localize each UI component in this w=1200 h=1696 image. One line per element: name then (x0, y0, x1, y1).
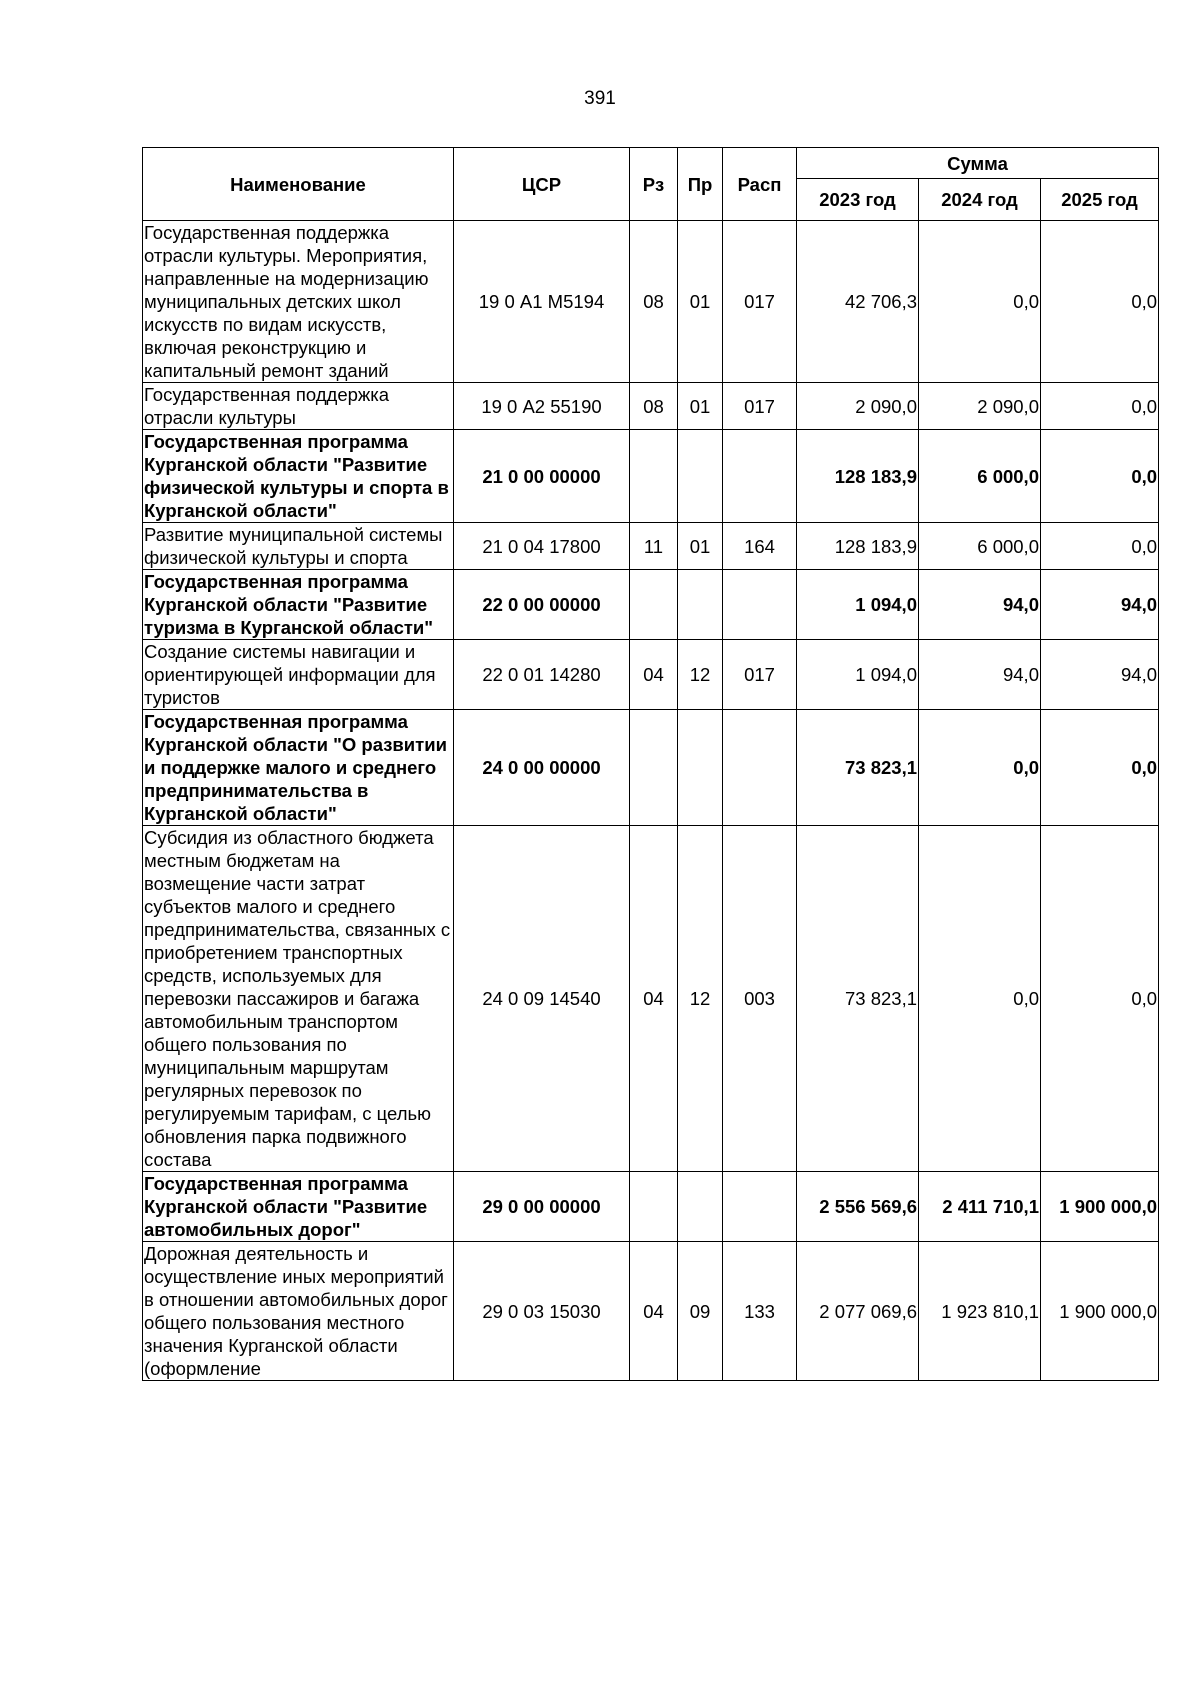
header-sum: Сумма (797, 148, 1159, 179)
row-sum-2024: 6 000,0 (919, 523, 1041, 570)
row-rasp (723, 430, 797, 523)
row-name: Создание системы навигации и ориентирующей информации для туристов (143, 640, 454, 710)
row-csr: 19 0 А2 55190 (454, 383, 630, 430)
row-sum-2023: 128 183,9 (797, 523, 919, 570)
header-year-2024: 2024 год (919, 179, 1041, 221)
row-sum-2023: 2 090,0 (797, 383, 919, 430)
row-csr: 29 0 00 00000 (454, 1172, 630, 1242)
row-name: Государственная программа Курганской области "Развитие физической культуры и спорта в Курганской области" (143, 430, 454, 523)
row-sum-2024: 0,0 (919, 221, 1041, 383)
row-sum-2023: 73 823,1 (797, 826, 919, 1172)
row-pr: 12 (678, 640, 723, 710)
row-name: Государственная программа Курганской области "О развитии и поддержке малого и среднего предпринимательства в Курганской области" (143, 710, 454, 826)
table-row-program (143, 430, 1159, 523)
row-sum-2023: 42 706,3 (797, 221, 919, 383)
row-sum-2023: 1 094,0 (797, 570, 919, 640)
row-name: Субсидия из областного бюджета местным бюджетам на возмещение части затрат субъектов малого и среднего предпринимательства, связанных с приобретением транспортных средств, используемых для перевозки пассажиров и багажа автомобильным транспортом общего пользования по муниципальным маршрутам регулярных перевозок по регулируемым тарифам, с целью обновления парка подвижного состава (143, 826, 454, 1172)
row-pr (678, 430, 723, 523)
row-csr: 21 0 04 17800 (454, 523, 630, 570)
header-rasp: Расп (723, 148, 797, 221)
table-row (143, 826, 1159, 1172)
row-sum-2025: 0,0 (1041, 383, 1159, 430)
row-sum-2025: 0,0 (1041, 826, 1159, 1172)
row-rz (630, 430, 678, 523)
header-name: Наименование (143, 148, 454, 221)
row-csr: 24 0 00 00000 (454, 710, 630, 826)
row-sum-2025: 1 900 000,0 (1041, 1242, 1159, 1381)
row-sum-2023: 128 183,9 (797, 430, 919, 523)
row-rasp: 017 (723, 640, 797, 710)
row-rasp: 133 (723, 1242, 797, 1381)
row-rz: 08 (630, 221, 678, 383)
row-rasp: 003 (723, 826, 797, 1172)
row-name: Государственная программа Курганской области "Развитие автомобильных дорог" (143, 1172, 454, 1242)
row-rz: 08 (630, 383, 678, 430)
row-pr: 01 (678, 221, 723, 383)
row-sum-2023: 2 556 569,6 (797, 1172, 919, 1242)
row-csr: 22 0 00 00000 (454, 570, 630, 640)
row-pr: 01 (678, 523, 723, 570)
table-row-program (143, 570, 1159, 640)
row-pr: 09 (678, 1242, 723, 1381)
row-rz (630, 1172, 678, 1242)
row-rasp (723, 1172, 797, 1242)
row-pr: 12 (678, 826, 723, 1172)
row-sum-2024: 2 090,0 (919, 383, 1041, 430)
table-row-program (143, 710, 1159, 826)
header-csr: ЦСР (454, 148, 630, 221)
row-pr (678, 570, 723, 640)
row-csr: 29 0 03 15030 (454, 1242, 630, 1381)
row-rz (630, 710, 678, 826)
row-sum-2025: 94,0 (1041, 640, 1159, 710)
row-rz (630, 570, 678, 640)
row-pr: 01 (678, 383, 723, 430)
row-rasp: 017 (723, 221, 797, 383)
table-row-program (143, 1172, 1159, 1242)
row-sum-2025: 1 900 000,0 (1041, 1172, 1159, 1242)
row-rasp (723, 710, 797, 826)
header-rz: Рз (630, 148, 678, 221)
row-name: Государственная поддержка отрасли культуры. Мероприятия, направленные на модернизацию муниципальных детских школ искусств по видам искусств, включая реконструкцию и капитальный ремонт зданий (143, 221, 454, 383)
row-sum-2024: 2 411 710,1 (919, 1172, 1041, 1242)
header-pr: Пр (678, 148, 723, 221)
row-rz: 04 (630, 1242, 678, 1381)
header-year-2023: 2023 год (797, 179, 919, 221)
row-name: Государственная программа Курганской области "Развитие туризма в Курганской области" (143, 570, 454, 640)
table-row (143, 523, 1159, 570)
table-header (143, 148, 1159, 221)
row-rasp (723, 570, 797, 640)
table-row (143, 640, 1159, 710)
row-sum-2025: 0,0 (1041, 523, 1159, 570)
table-row (143, 383, 1159, 430)
row-csr: 19 0 А1 М5194 (454, 221, 630, 383)
row-sum-2024: 0,0 (919, 710, 1041, 826)
table-row (143, 221, 1159, 383)
row-sum-2023: 1 094,0 (797, 640, 919, 710)
row-csr: 24 0 09 14540 (454, 826, 630, 1172)
row-rz: 04 (630, 640, 678, 710)
row-sum-2025: 0,0 (1041, 710, 1159, 826)
row-sum-2023: 73 823,1 (797, 710, 919, 826)
row-sum-2024: 94,0 (919, 570, 1041, 640)
budget-table (142, 147, 1159, 1381)
row-rasp: 017 (723, 383, 797, 430)
row-pr (678, 1172, 723, 1242)
row-sum-2024: 0,0 (919, 826, 1041, 1172)
row-sum-2025: 94,0 (1041, 570, 1159, 640)
table-row (143, 1242, 1159, 1381)
row-sum-2024: 6 000,0 (919, 430, 1041, 523)
row-csr: 21 0 00 00000 (454, 430, 630, 523)
row-pr (678, 710, 723, 826)
row-name: Развитие муниципальной системы физической культуры и спорта (143, 523, 454, 570)
table-body (143, 221, 1159, 1381)
row-sum-2024: 1 923 810,1 (919, 1242, 1041, 1381)
row-sum-2025: 0,0 (1041, 221, 1159, 383)
page-number: 391 (584, 88, 616, 109)
row-name: Дорожная деятельность и осуществление иных мероприятий в отношении автомобильных дорог общего пользования местного значения Курганской области (оформление (143, 1242, 454, 1381)
row-sum-2025: 0,0 (1041, 430, 1159, 523)
row-rasp: 164 (723, 523, 797, 570)
row-csr: 22 0 01 14280 (454, 640, 630, 710)
row-rz: 04 (630, 826, 678, 1172)
row-sum-2024: 94,0 (919, 640, 1041, 710)
row-sum-2023: 2 077 069,6 (797, 1242, 919, 1381)
header-year-2025: 2025 год (1041, 179, 1159, 221)
row-rz: 11 (630, 523, 678, 570)
row-name: Государственная поддержка отрасли культуры (143, 383, 454, 430)
